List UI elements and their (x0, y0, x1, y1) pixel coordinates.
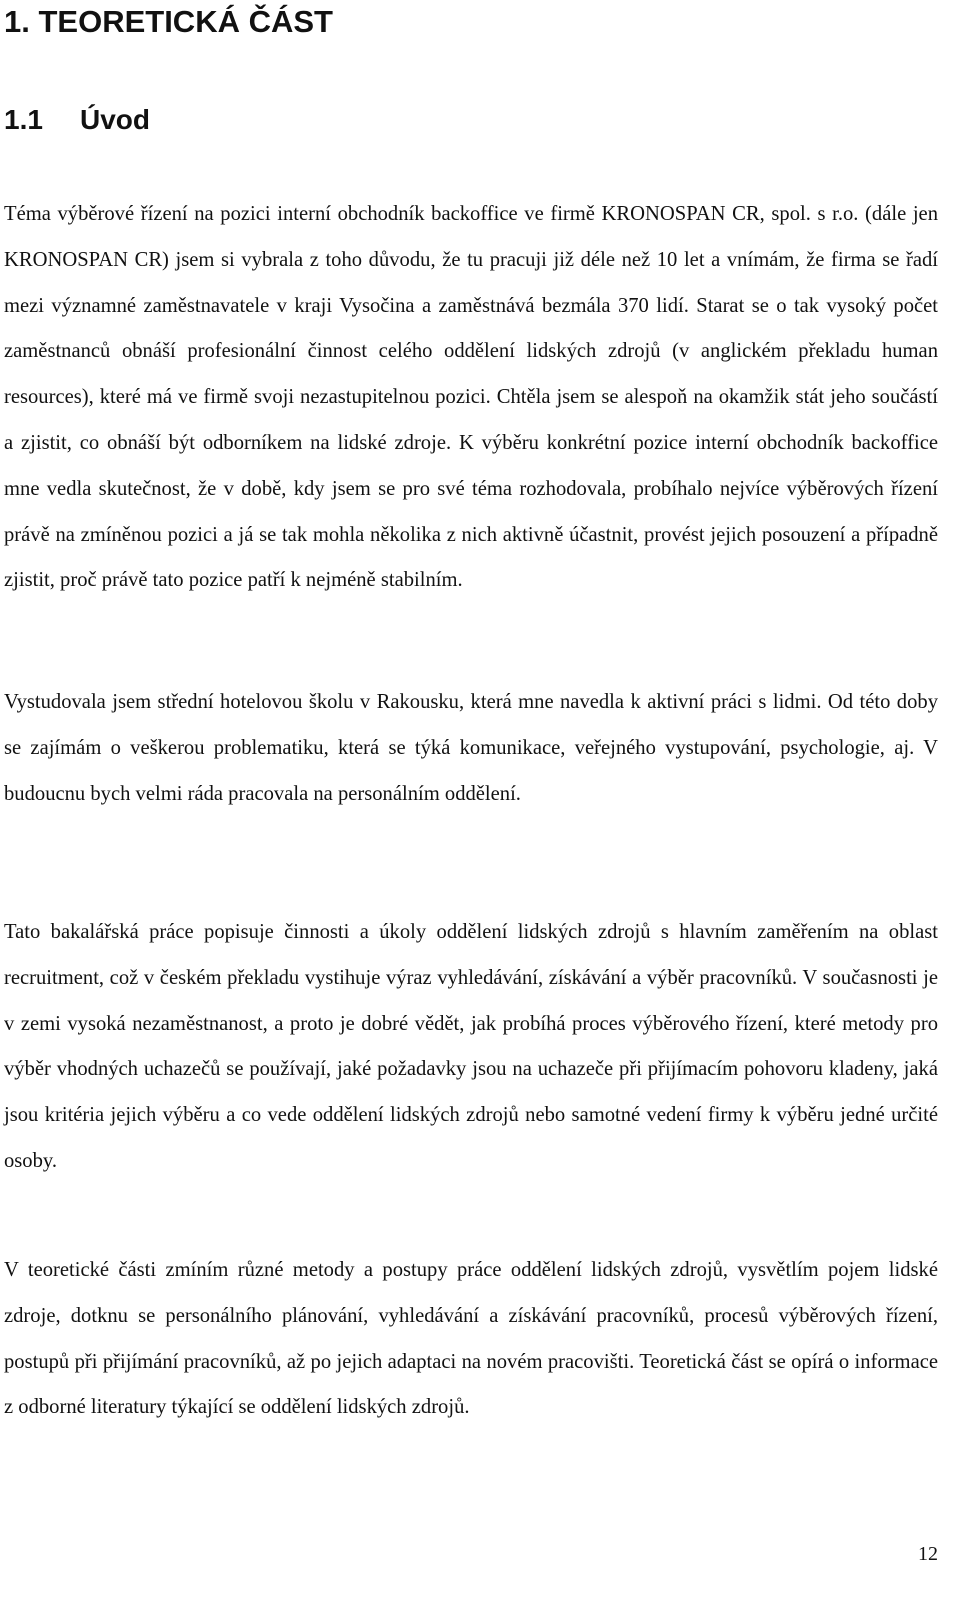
section-heading (4, 103, 150, 137)
paragraph-thesis-scope: Tato bakalářská práce popisuje činnosti a úkoly oddělení lidských zdrojů s hlavním zaměřením na oblast recruitment, což v českém překladu vystihuje výraz vyhledávání, získávání a výběr pracovníků. V současnosti je v zemi vysoká nezaměstnanost, a proto je dobré vědět, jak probíhá proces výběrového řízení, které metody pro výběr vhodných uchazečů se používají, jaké požadavky jsou na uchazeče při přijímacím pohovoru kladeny, jaká jsou kritéria jejich výběru a co vede oddělení lidských zdrojů nebo samotné vedení firmy k výběru jedné určité osoby. (4, 921, 938, 1172)
section-title: Úvod (80, 104, 150, 135)
paragraph-theory-outline: V teoretické části zmíním různé metody a postupy práce oddělení lidských zdrojů, vysvětlím pojem lidské zdroje, dotknu se personálního plánování, vyhledávání a získávání pracovníků, procesů výběrových řízení, postupů při přijímání pracovníků, až po jejich adaptaci na novém pracovišti. Teoretická část se opírá o informace z odborné literatury týkající se oddělení lidských zdrojů. (4, 1259, 938, 1419)
paragraph-education: Vystudovala jsem střední hotelovou školu v Rakousku, která mne navedla k aktivní práci s lidmi. Od této doby se zajímám o veškerou problematiku, která se týká komunikace, veřejného vystupování, psychologie, aj. V budoucnu bych velmi ráda pracovala na personálním oddělení. (4, 691, 938, 805)
chapter-heading: 1. TEORETICKÁ ČÁST (4, 4, 333, 39)
page-number: 12 (918, 1543, 938, 1565)
section-number: 1.1 (4, 104, 43, 135)
paragraph-topic-choice: Téma výběrové řízení na pozici interní obchodník backoffice ve firmě KRONOSPAN CR, spol. s r.o. (dále jen KRONOSPAN CR) jsem si vybrala z toho důvodu, že tu pracuji již déle než 10 let a vnímám, že firma se řadí mezi významné zaměstnavatele v kraji Vysočina a zaměstnává bezmála 370 lidí. Starat se o tak vysoký počet zaměstnanců obnáší profesionální činnost celého oddělení lidských zdrojů (v anglickém překladu human resources), které má ve firmě svoji nezastupitelnou pozici. Chtěla jsem se alespoň na okamžik stát jeho součástí a zjistit, co obnáší být odborníkem na lidské zdroje. K výběru konkrétní pozice interní obchodník backoffice mne vedla skutečnost, že v době, kdy jsem se pro své téma rozhodovala, probíhalo nejvíce výběrových řízení právě na zmíněnou pozici a já se tak mohla několika z nich aktivně účastnit, provést jejich posouzení a případně zjistit, proč právě tato pozice patří k nejméně stabilním. (4, 203, 938, 592)
